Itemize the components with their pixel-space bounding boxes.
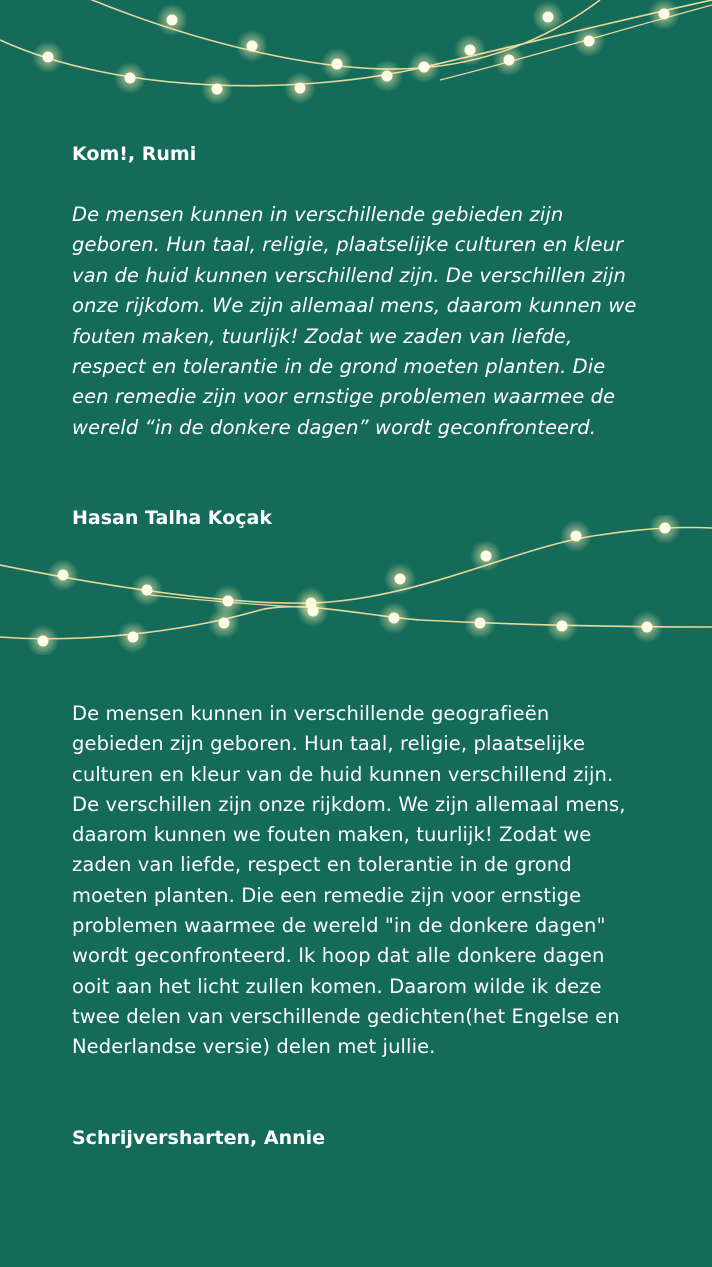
- poem-text: De mensen kunnen in verschillende gebieden zijn geboren. Hun taal, religie, plaatselijke culturen en kleur van de huid kunnen verschillend zijn. De verschillen zijn onze rijkdom. We zijn allemaal mens, daarom kunnen we fouten maken, tuurlijk! Zodat we zaden van liefde, respect en tolerantie in de grond moeten planten. Die een remedie zijn voor ernstige problemen waarmee de wereld “in de donkere dagen” wordt geconfronteerd.: [72, 203, 637, 439]
- string-lights-top-icon: [0, 0, 712, 110]
- poem-author-block: [72, 506, 642, 530]
- poem-block: [72, 200, 642, 443]
- poem-title: Kom!, Rumi: [72, 143, 197, 165]
- prose-text: De mensen kunnen in verschillende geografieën gebieden zijn geboren. Hun taal, religie, plaatselijke culturen en kleur van de huid kunnen verschillend zijn. De verschillen zijn onze rijkdom. We zijn allemaal mens, daarom kunnen we fouten maken, tuurlijk! Zodat we zaden van liefde, respect en tolerantie in de grond moeten planten. Die een remedie zijn voor ernstige problemen waarmee de wereld "in de donkere dagen" wordt geconfronteerd. Ik hoop dat alle donkere dagen ooit aan het licht zullen komen. Daarom wilde ik deze twee delen van verschillende gedichten(het Engelse en Nederlandse versie) delen met jullie.: [72, 702, 626, 1059]
- poem-title-block: [72, 142, 642, 166]
- string-lights-middle-icon: [0, 515, 712, 655]
- prose-block: [72, 699, 642, 1063]
- signature-block: [72, 1126, 642, 1150]
- signature: Schrijversharten, Annie: [72, 1127, 326, 1149]
- poem-author: Hasan Talha Koçak: [72, 507, 272, 529]
